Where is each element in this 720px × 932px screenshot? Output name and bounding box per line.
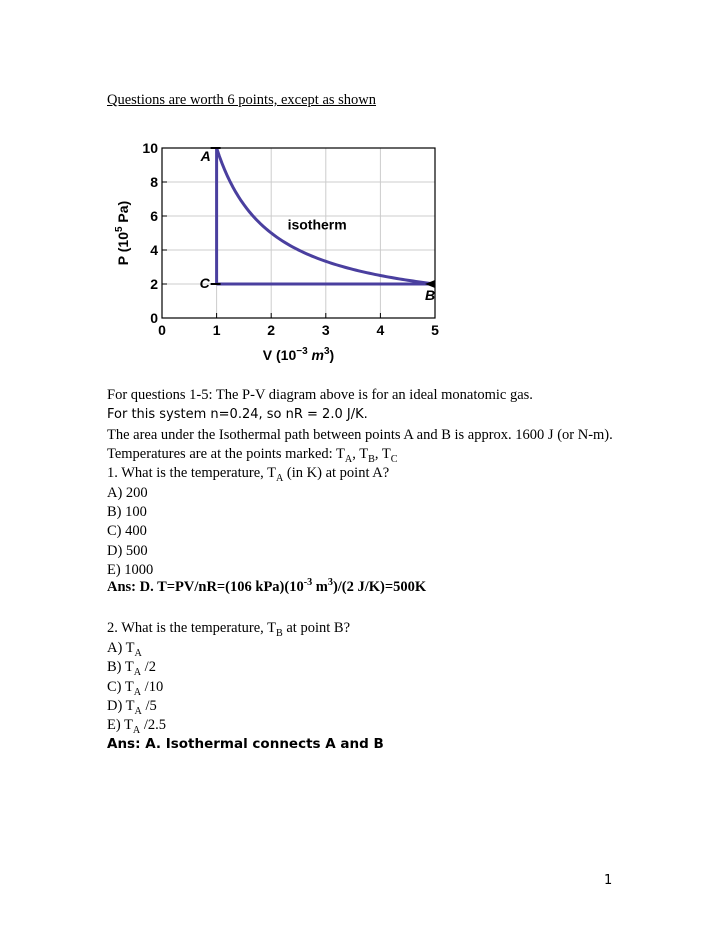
q2-option-d: D) $T_A$ /5 xyxy=(107,698,157,717)
plot-frame xyxy=(162,148,435,318)
q1-ans-exp: -3 xyxy=(303,577,313,589)
x-tick-label-0: 0 xyxy=(158,322,166,338)
x-axis-title: V ($10^{-3}$ $m^3$) xyxy=(262,346,335,363)
pv-diagram-svg xyxy=(110,135,450,370)
page-number: 1 xyxy=(604,873,613,888)
page-header: Questions are worth 6 points, except as shown xyxy=(107,92,377,108)
q1-sub: A xyxy=(275,472,284,484)
y-tick-label-5: 10 xyxy=(142,140,158,156)
x-tick-label-3: 3 xyxy=(321,322,330,338)
q1-ans-mid: m xyxy=(312,579,328,595)
q1-ans-prefix: Ans: D. T=PV/nR=(106 kPa)(10 xyxy=(107,579,304,595)
sep-2: , T xyxy=(374,446,391,462)
isotherm-annotation: isotherm xyxy=(287,216,347,233)
q1-option-a: A) 200 xyxy=(107,485,148,501)
q1-ans-exp2: 3 xyxy=(327,577,333,589)
q2-option-a: A) $T_A$ xyxy=(107,640,142,659)
intro-line-3: The area under the Isothermal path between points A and B is approx. 1600 J (or N-m). xyxy=(107,427,613,443)
q2-answer: Ans: A. Isothermal connects A and B xyxy=(107,736,384,752)
q2-option-e: E) $T_A$ /2.5 xyxy=(107,717,166,736)
x-tick-label-2: 2 xyxy=(267,322,276,338)
q1-option-d: D) 500 xyxy=(107,543,148,559)
q2-option-c: C) $T_A$ /10 xyxy=(107,679,164,698)
q2-prefix: 2. What is the temperature, T xyxy=(107,620,276,636)
q1-prefix: 1. What is the temperature, T xyxy=(107,465,276,481)
y-tick-label-2: 4 xyxy=(150,242,158,258)
sub-c: C xyxy=(390,453,398,465)
sub-a: A xyxy=(344,453,353,465)
intro-line-1: For questions 1-5: The P-V diagram above is for an ideal monatomic gas. xyxy=(107,387,533,403)
q1-ans-suffix: )/(2 J/K)=500K xyxy=(332,579,427,595)
sep-1: , T xyxy=(352,446,369,462)
intro-line-4-prefix: Temperatures are at the points marked: T xyxy=(107,446,345,462)
q1-option-b: B) 100 xyxy=(107,504,147,520)
point-label-a: A xyxy=(200,148,211,164)
x-tick-label-5: 5 xyxy=(431,322,439,338)
q1-option-e: E) 1000 xyxy=(107,562,154,578)
point-label-c: C xyxy=(199,275,210,291)
y-tick-label-3: 6 xyxy=(150,208,158,224)
q1-option-c: C) 400 xyxy=(107,523,147,539)
point-label-b: B xyxy=(425,287,436,303)
intro-line-4 xyxy=(107,446,397,463)
q2-question xyxy=(107,620,350,637)
y-axis-title: P ($10^5$ Pa) xyxy=(114,200,131,266)
q1-suffix: (in K) at point A? xyxy=(283,465,390,481)
q1-question xyxy=(107,465,389,482)
intro-line-2: For this system n=0.24, so nR = 2.0 J/K. xyxy=(107,407,368,422)
sub-b: B xyxy=(368,453,375,465)
x-tick-label-4: 4 xyxy=(376,322,385,338)
x-tick-label-1: 1 xyxy=(212,322,221,338)
q2-sub: B xyxy=(275,627,283,639)
q2-suffix: at point B? xyxy=(282,620,351,636)
q1-answer xyxy=(107,579,426,596)
q2-option-b: B) $T_A$ /2 xyxy=(107,659,156,678)
pv-diagram xyxy=(110,135,450,370)
y-tick-label-1: 2 xyxy=(150,276,158,292)
y-tick-label-0: 0 xyxy=(150,310,158,326)
y-tick-label-4: 8 xyxy=(150,174,158,190)
